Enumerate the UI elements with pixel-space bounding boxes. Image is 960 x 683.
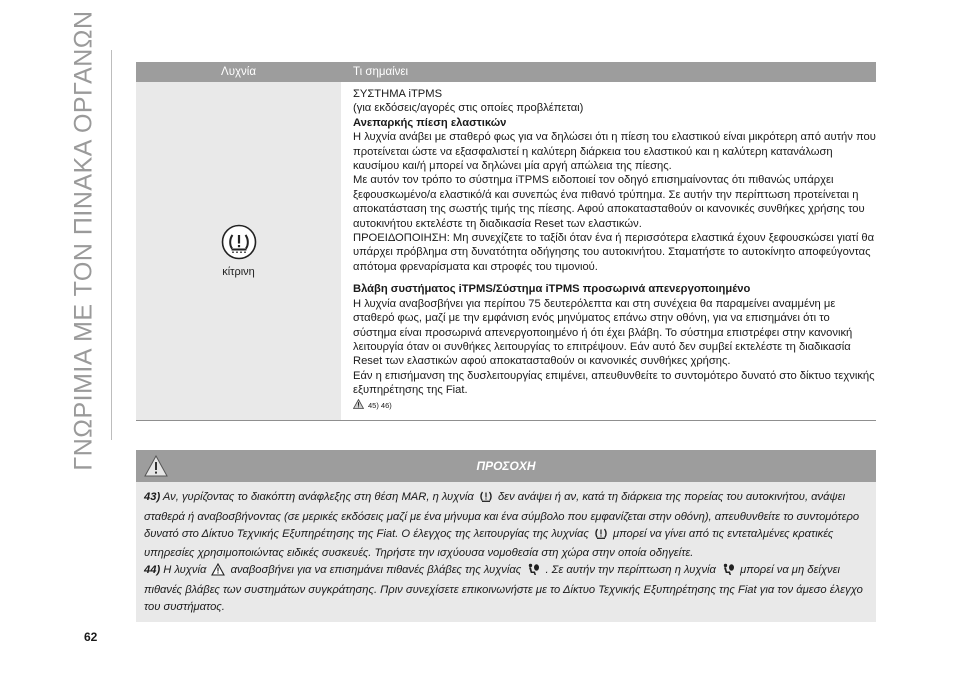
paragraph: Με αυτόν τον τρόπο το σύστημα iTPMS ειδοποιεί τον οδηγό επισημαίνοντας ότι πιθανώς υπάρχει ξεφουσκωμένο/α ελαστικό/ά και συνεπώς ένα πιθανό τρύπημα. Σε αυτήν την περίπτωση προτείνεται η αποκατάσταση της σωστής τιμής της πίεσης. Αφού αποκατασταθούν οι κανονικές συνθήκες χρήσης του αυτοκινήτου εκτελέστε τη διαδικασία Reset των ελαστικών. xyxy=(353,174,865,230)
warning-text: αναβοσβήνει για να επισημάνει πιθανές βλάβες της λυχνίας xyxy=(230,564,522,577)
meaning-cell xyxy=(341,82,876,420)
warning-text: μπορεί να μη δείχνει πιθανές βλάβες των συστημάτων συγκράτησης. Πριν συνεχίσετε επικοινωνήστε με το Δίκτυο Τεχνικής Εξυπηρέτησης της Fiat για τον άμεσο έλεγχο του συστήματος. xyxy=(144,564,863,613)
paragraph: ΠΡΟΕΙΔΟΠΟΙΗΣΗ: Μη συνεχίζετε το ταξίδι όταν ένα ή περισσότερα ελαστικά έχουν ξεφουσκώσει γιατί θα υπάρχει πρόβλημα στη δυνατότητα οδήγησης του αυτοκινήτου. Σταματήστε το αυτοκίνητο αποφεύγοντας απότομα φρεναρίσματα και στροφές του τιμονιού. xyxy=(353,232,875,273)
paragraph: Εάν η επισήμανση της δυσλειτουργίας επιμένει, απευθυνθείτε το συντομότερο δυνατό στο δίκτυο τεχνικής εξυπηρέτησης της Fiat. xyxy=(353,369,875,397)
system-title: ΣΥΣΤΗΜΑ iTPMS xyxy=(353,88,443,100)
table-header xyxy=(136,62,876,82)
warning-number: 43) xyxy=(144,491,161,503)
warning-number: 44) xyxy=(144,564,161,577)
page-number: 62 xyxy=(84,630,98,644)
warning-box xyxy=(136,450,876,622)
chapter-divider xyxy=(111,50,112,440)
paragraph: Η λυχνία αναβοσβήνει για περίπου 75 δευτερόλεπτα και στη συνέχεια θα παραμείνει αναμμένη με σταθερό φως, μαζί με την εμφάνιση ενός μηνύματος επάνω στην οθόνη, για να επισημάνει ότι το σύστημα είναι προσωρινά απενεργοποιημένο ή ότι έχει βλάβη. Το σύστημα επιστρέφει στην κανονική λειτουργία όταν οι συνθήκες λειτουργίας το επιτρέψουν. Εάν αυτό δεν συμβεί εκτελέστε τη διαδικασία Reset των ελαστικών αφού αποκατασταθούν οι κανονικές συνθήκες χρήσης. xyxy=(353,297,853,368)
airbag-warning-icon xyxy=(526,563,540,582)
system-subtitle: (για εκδόσεις/αγορές στις οποίες προβλέπεται) xyxy=(353,102,584,115)
warning-body xyxy=(136,482,876,622)
chapter-side-title xyxy=(58,9,110,471)
warning-text: δεν ανάψει ή αν, κατά τη διάρκεια της πορείας του αυτοκινήτου, ανάψει σταθερά ή αναβοσβήνοντας (σε μερικές εκδόσεις μαζί με ένα μήνυμα και ένα σύμβολο που εμφανίζεται στην οθόνη), απευθυνθείτε το συντομότερο δυνατό στο Δίκτυο Τεχνικής Εξυπηρέτησης της Fiat. Ο έλεγχος της λειτουργίας της λυχνίας xyxy=(144,491,860,540)
chapter-title-text: ΓΝΩΡΙΜΙΑ ΜΕ ΤΟΝ ΠΙΝΑΚΑ ΟΡΓΑΝΩΝ xyxy=(69,9,98,471)
warning-item-44 xyxy=(144,562,868,615)
lamp-table xyxy=(136,62,876,421)
warning-text: μπορεί να γίνει από τις εντεταλμένες κρατικές υπηρεσίες χρησιμοποιώντας ειδικές συσκευές. Τηρήστε την ισχύουσα νομοθεσία στη χώρα στην οποία οδηγείτε. xyxy=(144,527,834,560)
warning-text: Η λυχνία xyxy=(163,564,207,577)
tire-pressure-warning-icon xyxy=(221,224,257,260)
airbag-warning-icon xyxy=(721,563,735,582)
warning-references xyxy=(353,399,876,414)
lamp-cell xyxy=(136,82,341,420)
warning-triangle-icon xyxy=(144,455,168,482)
paragraph: Η λυχνία ανάβει με σταθερό φως για να δηλώσει ότι η πίεση του ελαστικού είναι μικρότερη από αυτήν που προτείνεται ώστε να εξασφαλιστεί η καλύτερη διάρκεια του ελαστικού και η καλύτερη κατανάλωση καυσίμου και/ή μπορεί να δηλώνει μία αργή απώλεια της πίεσης. xyxy=(353,131,876,173)
warning-header xyxy=(136,450,876,482)
warning-text: Αν, γυρίζοντας το διακόπτη ανάφλεξης στη θέση MAR, η λυχνία xyxy=(162,491,474,503)
warning-triangle-icon xyxy=(353,399,364,414)
section-title-low-pressure: Ανεπαρκής πίεση ελαστικών xyxy=(353,116,507,129)
warning-title: ΠΡΟΣΟΧΗ xyxy=(476,459,536,473)
section-title-system-fault: Βλάβη συστήματος iTPMS/Σύστημα iTPMS προσωρινά απενεργοποιημένο xyxy=(353,283,751,296)
warning-text: . Σε αυτήν την περίπτωση η λυχνία xyxy=(545,564,716,577)
reference-numbers: 45) 46) xyxy=(368,401,392,411)
warning-item-43 xyxy=(144,489,868,562)
table-row xyxy=(136,82,876,421)
tire-pressure-warning-icon xyxy=(594,527,608,546)
tire-pressure-warning-icon xyxy=(479,490,493,509)
header-lamp: Λυχνία xyxy=(221,66,256,78)
warning-triangle-icon xyxy=(211,563,225,582)
header-meaning: Τι σημαίνει xyxy=(353,66,409,78)
lamp-color-caption: κίτρινη xyxy=(222,265,255,278)
